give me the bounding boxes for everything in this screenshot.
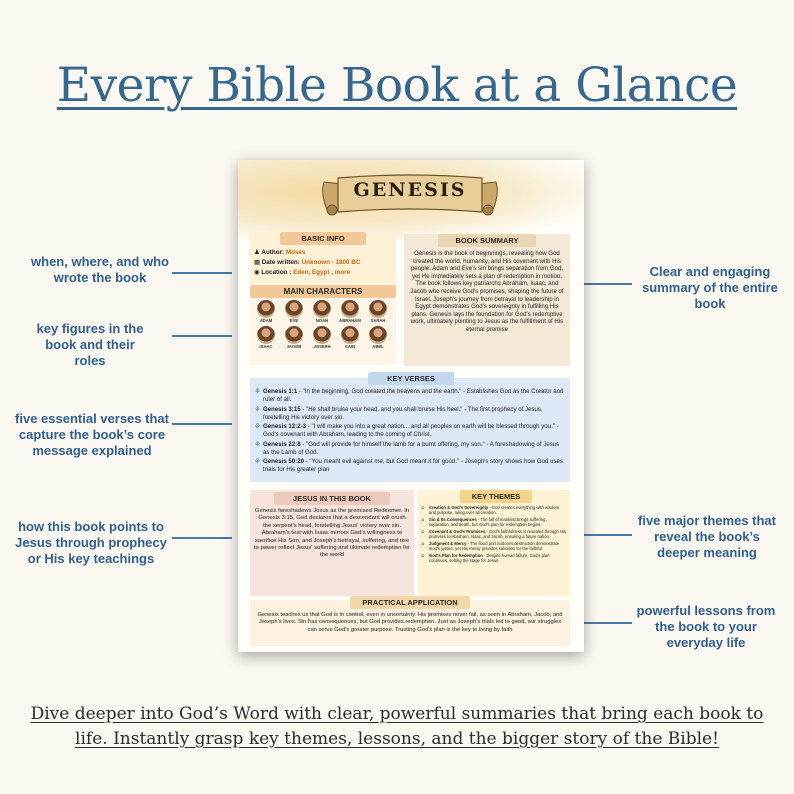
headline: Every Bible Book at a Glance xyxy=(56,58,738,113)
connector-line xyxy=(172,537,232,539)
jesus-text: Genesis foreshadows Jesus as the promised Redeemer. In Genesis 3:15, God declares that a descendant will crush the serpent's head, foretelling Jesus' victory over sin. Abraham's test with Isaac mirrors God's willingness to sacrifice His Son, and Joseph's betrayal, suffering, and rise to power reflect Jesus' suffering and ultimate redemption for the world xyxy=(254,508,410,559)
portrait-image xyxy=(369,326,387,344)
character-name: EVE xyxy=(289,318,299,323)
verse-text: - "In the beginning, God created the heavens and the earth." - Establishes God as the Creator and ruler of all. xyxy=(263,388,564,403)
verse-reference: Genesis 1:1 xyxy=(263,388,298,395)
author-row: ♟ Author: Moses xyxy=(254,249,306,256)
annotation-basic-info: when, where, and who wrote the book xyxy=(31,254,169,285)
annotation-main-characters: key figures in the book and their roles xyxy=(36,321,144,368)
portrait-image xyxy=(285,326,303,344)
theme-title: Covenant & God's Promises xyxy=(429,528,486,534)
portrait-image xyxy=(285,300,303,318)
tree-icon: ⚘ xyxy=(254,404,262,414)
magnifier-icon: ⌕ xyxy=(421,528,425,536)
theme-item xyxy=(421,505,567,515)
character-portraits xyxy=(253,300,393,352)
character-name: ISAAC xyxy=(259,344,273,349)
connector-line xyxy=(580,534,632,536)
key-themes-header: KEY THEMES xyxy=(460,490,532,503)
character-portrait xyxy=(254,300,278,323)
character-name: ABEL xyxy=(372,344,384,349)
verse-reference: Genesis 3:15 xyxy=(263,405,301,413)
character-portrait xyxy=(282,326,306,349)
tree-icon: ⚘ xyxy=(254,439,262,449)
verse-text: - "God will provide for himself the lamb for a burnt offering, my son." - A foreshadowing of Jesus as the Lamb of God. xyxy=(263,440,560,456)
portrait-image xyxy=(313,300,331,318)
annotation-key-themes: five major themes that reveal the book’s deeper meaning xyxy=(638,513,776,560)
connector-line xyxy=(172,335,232,337)
verse-item xyxy=(254,441,566,457)
annotation-practical-application: powerful lessons from the book to your everyday life xyxy=(636,603,776,650)
theme-title: Creation & God's Sovereignty xyxy=(429,505,489,510)
connector-line xyxy=(580,622,632,624)
verse-reference: Genesis 12:2-3 xyxy=(263,423,307,431)
theme-title: God's Plan for Redemption xyxy=(429,552,483,558)
character-portrait xyxy=(366,300,390,323)
book-summary-sheet xyxy=(238,160,584,652)
theme-item xyxy=(421,541,567,551)
character-name: CAIN xyxy=(344,344,356,349)
book-title: GENESIS xyxy=(353,179,467,201)
person-icon: ♟ xyxy=(254,249,262,256)
portrait-image xyxy=(313,326,331,344)
theme-text: - God creates everything with wisdom and purpose, ruling over all creation. xyxy=(429,505,560,516)
tree-icon: ⚘ xyxy=(254,422,262,432)
theme-text: - The fall of mankind brings suffering, separation, and death, but God's plan for redemption begins. xyxy=(429,516,547,528)
location-row: ◉ Location : Eden, Egypt , more xyxy=(254,269,351,276)
annotation-jesus-in-book: how this book points to Jesus through prophecy or His key teachings xyxy=(15,519,167,566)
portrait-image xyxy=(257,300,275,318)
key-themes-list xyxy=(421,505,567,565)
character-portrait xyxy=(338,326,362,349)
calendar-icon: ▦ xyxy=(254,259,262,266)
theme-text: - The flood and Sodom's destruction demonstrate God's justice, yet His mercy provides salvation for the faithful. xyxy=(429,540,560,551)
pin-icon: ◉ xyxy=(254,269,262,276)
portrait-image xyxy=(257,326,275,344)
theme-item xyxy=(421,553,567,563)
tree-icon: ⚘ xyxy=(254,387,262,396)
key-verses-header: KEY VERSES xyxy=(368,372,454,385)
magnifier-icon: ⌕ xyxy=(421,552,425,560)
verse-text: - "You meant evil against me, but God meant it for good." - Joseph's story shows how God uses trials for His greater plan xyxy=(263,458,563,474)
character-portrait xyxy=(366,326,390,349)
theme-item xyxy=(421,517,567,527)
main-characters-header: MAIN CHARACTERS xyxy=(250,285,396,298)
application-header: PRACTICAL APPLICATION xyxy=(350,596,470,609)
tree-icon: ⚘ xyxy=(254,457,262,467)
theme-title: Judgment & Mercy xyxy=(429,540,467,546)
magnifier-icon: ⌕ xyxy=(421,516,425,524)
character-portrait xyxy=(282,300,306,323)
book-summary-header: BOOK SUMMARY xyxy=(438,234,536,247)
verse-reference: Genesis 22:8 xyxy=(263,440,301,448)
connector-line xyxy=(172,423,232,425)
portrait-image xyxy=(369,300,387,318)
connector-line xyxy=(172,272,232,274)
verse-reference: Genesis 50:20 xyxy=(263,458,304,466)
annotation-key-verses: five essential verses that capture the book’s core message explained xyxy=(15,411,169,458)
character-name: JACOB xyxy=(286,344,302,349)
portrait-image xyxy=(341,326,359,344)
character-portrait xyxy=(338,300,362,323)
jesus-header: JESUS IN THIS BOOK xyxy=(274,492,390,505)
verse-text: - "I will make you into a great nation... and all peoples on earth will be blessed through you." - God's covenant with Abraham, leading to the coming of Christ. xyxy=(263,423,559,439)
basic-info-header: BASIC INFO xyxy=(280,232,366,245)
book-summary-text: Genesis is the book of beginnings, revealing how God created the world, humanity, and His covenant with His people. Adam and Eve's sin brings separation from God, yet He immediately sets a plan of redemption in motion. The book follows key patriarchs Abraham, Isaac, and Jacob who receive God's promises, shaping the future of Israel. Joseph's journey from betrayal to leadership in Egypt demonstrates God's sovereignty in fulfilling His plans. Genesis lays the foundation for God's redemptive work, ultimately pointing to Jesus as the fulfillment of His eternal promise xyxy=(410,250,564,333)
theme-item xyxy=(421,529,567,539)
verse-item xyxy=(254,423,566,439)
key-verses-list xyxy=(254,388,566,476)
character-portrait xyxy=(310,326,334,349)
verse-item xyxy=(254,458,566,474)
application-text: Genesis teaches us that God is in control, even in uncertainty. His promises never fail, as seen in Abraham, Jacob, and Joseph's lives. Sin has consequences, but God provides redemption. Just as Joseph's trials led to good, our struggles can serve God's greater purpose. Trusting God's plan is the key to living by faith xyxy=(257,612,563,633)
character-name: NOAH xyxy=(315,318,329,323)
character-portrait xyxy=(254,326,278,349)
verse-text: - "He shall bruise your head, and you shall bruise His heel." - The first prophecy of Jesus, foretelling His victory over sin. xyxy=(263,405,543,421)
character-name: JOSEPH xyxy=(313,344,331,349)
basic-info-details xyxy=(254,248,396,278)
portrait-image xyxy=(341,300,359,318)
verse-item xyxy=(254,388,566,404)
character-name: SARAH xyxy=(370,318,386,323)
theme-text: - Despite human failure, God's plan continues, setting the stage for Jesus xyxy=(429,552,550,563)
character-name: ABRAHAM xyxy=(339,318,361,323)
theme-title: Sin & Its Consequences xyxy=(429,516,477,522)
character-name: ADAM xyxy=(259,318,273,323)
date-row: ▦ Date written: Unknown - 1800 BC xyxy=(254,259,361,266)
connector-line xyxy=(580,283,632,285)
character-portrait xyxy=(310,300,334,323)
magnifier-icon: ⌕ xyxy=(421,540,425,548)
footer-tagline: Dive deeper into God’s Word with clear, powerful summaries that bring each book to life. Instantly grasp key themes, lessons, and the bigger story of the Bible! xyxy=(30,704,764,749)
verse-item xyxy=(254,406,566,422)
annotation-book-summary: Clear and engaging summary of the entire book xyxy=(642,264,778,311)
magnifier-icon: ⌕ xyxy=(421,505,425,512)
theme-text: - God's faithfulness is revealed through His promises to Abraham, Isaac, and Jacob, ensuring a future nation. xyxy=(429,528,567,540)
